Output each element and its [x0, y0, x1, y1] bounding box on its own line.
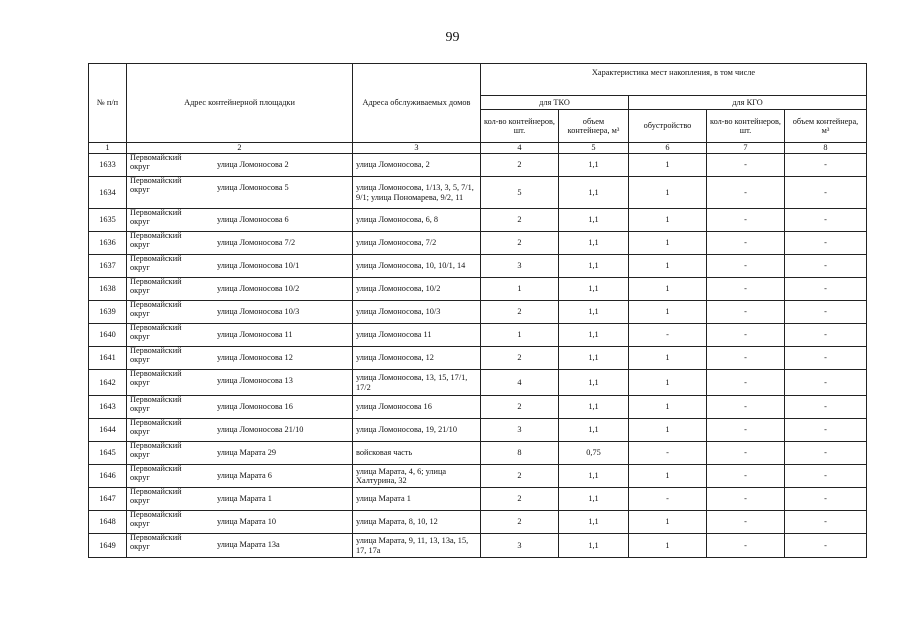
tko-count: 3	[481, 419, 559, 442]
street-address: улица Ломоносова 11	[217, 330, 293, 340]
street-address: улица Марата 13а	[217, 540, 280, 550]
street-address: улица Ломоносова 13	[217, 376, 293, 386]
served-addresses: улица Ломоносова, 2	[353, 154, 481, 177]
address-cell	[127, 324, 353, 347]
table-row	[89, 232, 867, 255]
okrug-name: Первомайский округ	[130, 300, 182, 318]
street-address: улица Марата 29	[217, 448, 277, 458]
street-address: улица Ломоносова 10/2	[217, 284, 300, 294]
address-cell	[127, 465, 353, 488]
address	[130, 255, 349, 277]
table-row	[89, 177, 867, 209]
col-num: 4	[481, 143, 559, 154]
okrug-name: Первомайский округ	[130, 277, 182, 295]
served-addresses: улица Ломоносова, 12	[353, 347, 481, 370]
okrug-name: Первомайский округ	[130, 176, 182, 194]
kgo-volume: -	[785, 511, 867, 534]
tko-volume: 1,1	[559, 177, 629, 209]
tko-count: 2	[481, 154, 559, 177]
address-cell	[127, 301, 353, 324]
table-row	[89, 255, 867, 278]
kgo-arrangement: 1	[629, 347, 707, 370]
kgo-arrangement: 1	[629, 465, 707, 488]
header-kgo: для КГО	[629, 96, 867, 110]
kgo-count: -	[707, 209, 785, 232]
tko-count: 2	[481, 232, 559, 255]
tko-volume: 1,1	[559, 465, 629, 488]
header-tko-volume: объем контейнера, м³	[559, 110, 629, 143]
served-addresses: улица Ломоносова, 10, 10/1, 14	[353, 255, 481, 278]
address	[130, 511, 349, 533]
tko-volume: 1,1	[559, 209, 629, 232]
address	[130, 177, 349, 199]
kgo-arrangement: 1	[629, 534, 707, 558]
kgo-volume: -	[785, 488, 867, 511]
address-cell	[127, 154, 353, 177]
row-number: 1635	[89, 209, 127, 232]
col-num: 1	[89, 143, 127, 154]
address-cell	[127, 488, 353, 511]
kgo-arrangement: 1	[629, 370, 707, 396]
column-numbers-row	[89, 143, 867, 154]
okrug-name: Первомайский округ	[130, 323, 182, 341]
table-row	[89, 278, 867, 301]
header-served: Адреса обслуживаемых домов	[353, 64, 481, 143]
served-addresses: улица Марата 1	[353, 488, 481, 511]
address	[130, 465, 349, 487]
row-number: 1647	[89, 488, 127, 511]
okrug-name: Первомайский округ	[130, 510, 182, 528]
street-address: улица Ломоносова 7/2	[217, 238, 296, 248]
tko-volume: 1,1	[559, 511, 629, 534]
address	[130, 301, 349, 323]
served-addresses: улица Ломоносова, 13, 15, 17/1, 17/2	[353, 370, 481, 396]
header-tko-count: кол-во контейнеров, шт.	[481, 110, 559, 143]
kgo-count: -	[707, 177, 785, 209]
served-addresses: улица Марата, 8, 10, 12	[353, 511, 481, 534]
address-cell	[127, 370, 353, 396]
kgo-arrangement: -	[629, 488, 707, 511]
kgo-volume: -	[785, 347, 867, 370]
row-number: 1642	[89, 370, 127, 396]
row-number: 1639	[89, 301, 127, 324]
address-cell	[127, 419, 353, 442]
address	[130, 370, 349, 392]
okrug-name: Первомайский округ	[130, 153, 182, 171]
served-addresses: улица Ломоносова, 7/2	[353, 232, 481, 255]
address	[130, 347, 349, 369]
kgo-arrangement: 1	[629, 177, 707, 209]
okrug-name: Первомайский округ	[130, 346, 182, 364]
row-number: 1640	[89, 324, 127, 347]
tko-volume: 0,75	[559, 442, 629, 465]
street-address: улица Ломоносова 10/1	[217, 261, 300, 271]
kgo-arrangement: 1	[629, 396, 707, 419]
address	[130, 534, 349, 556]
kgo-volume: -	[785, 177, 867, 209]
tko-count: 2	[481, 396, 559, 419]
table-row	[89, 534, 867, 558]
okrug-name: Первомайский округ	[130, 231, 182, 249]
kgo-count: -	[707, 301, 785, 324]
tko-count: 2	[481, 511, 559, 534]
served-addresses: улица Ломоносова 16	[353, 396, 481, 419]
row-number: 1645	[89, 442, 127, 465]
tko-volume: 1,1	[559, 347, 629, 370]
table-row	[89, 370, 867, 396]
kgo-count: -	[707, 255, 785, 278]
table-row	[89, 154, 867, 177]
header-address: Адрес контейнерной площадки	[127, 64, 353, 143]
address	[130, 419, 349, 441]
address	[130, 488, 349, 510]
kgo-volume: -	[785, 278, 867, 301]
kgo-volume: -	[785, 209, 867, 232]
kgo-count: -	[707, 370, 785, 396]
address-cell	[127, 209, 353, 232]
okrug-name: Первомайский округ	[130, 418, 182, 436]
row-number: 1633	[89, 154, 127, 177]
col-num: 6	[629, 143, 707, 154]
tko-count: 1	[481, 278, 559, 301]
tko-count: 2	[481, 488, 559, 511]
address-cell	[127, 534, 353, 558]
col-num: 5	[559, 143, 629, 154]
header-tko: для ТКО	[481, 96, 629, 110]
table-row	[89, 209, 867, 232]
okrug-name: Первомайский округ	[130, 487, 182, 505]
served-addresses: улица Ломоносова, 10/3	[353, 301, 481, 324]
served-addresses: войсковая часть	[353, 442, 481, 465]
served-addresses: улица Ломоносова, 10/2	[353, 278, 481, 301]
okrug-name: Первомайский округ	[130, 441, 182, 459]
kgo-count: -	[707, 419, 785, 442]
header-kgo-arrangement: обустройство	[629, 110, 707, 143]
kgo-count: -	[707, 347, 785, 370]
address	[130, 442, 349, 464]
kgo-volume: -	[785, 396, 867, 419]
header-kgo-count: кол-во контейнеров, шт.	[707, 110, 785, 143]
col-num: 7	[707, 143, 785, 154]
street-address: улица Ломоносова 21/10	[217, 425, 304, 435]
table-row	[89, 511, 867, 534]
tko-count: 4	[481, 370, 559, 396]
okrug-name: Первомайский округ	[130, 254, 182, 272]
kgo-count: -	[707, 488, 785, 511]
address-cell	[127, 511, 353, 534]
served-addresses: улица Ломоносова, 6, 8	[353, 209, 481, 232]
tko-volume: 1,1	[559, 488, 629, 511]
okrug-name: Первомайский округ	[130, 395, 182, 413]
address-cell	[127, 177, 353, 209]
street-address: улица Ломоносова 2	[217, 160, 289, 170]
okrug-name: Первомайский округ	[130, 533, 182, 551]
kgo-count: -	[707, 442, 785, 465]
street-address: улица Ломоносова 16	[217, 402, 293, 412]
tko-count: 1	[481, 324, 559, 347]
kgo-arrangement: -	[629, 442, 707, 465]
address	[130, 396, 349, 418]
tko-count: 5	[481, 177, 559, 209]
tko-count: 2	[481, 209, 559, 232]
kgo-arrangement: 1	[629, 419, 707, 442]
tko-volume: 1,1	[559, 278, 629, 301]
street-address: улица Марата 6	[217, 471, 272, 481]
header-characteristics: Характеристика мест накопления, в том числе	[481, 64, 867, 96]
kgo-arrangement: 1	[629, 255, 707, 278]
kgo-count: -	[707, 324, 785, 347]
row-number: 1649	[89, 534, 127, 558]
kgo-volume: -	[785, 301, 867, 324]
tko-volume: 1,1	[559, 419, 629, 442]
table-row	[89, 324, 867, 347]
kgo-volume: -	[785, 154, 867, 177]
address	[130, 232, 349, 254]
table-row	[89, 396, 867, 419]
street-address: улица Марата 10	[217, 517, 277, 527]
row-number: 1643	[89, 396, 127, 419]
address-cell	[127, 232, 353, 255]
served-addresses: улица Марата, 4, 6; улица Халтурина, 32	[353, 465, 481, 488]
kgo-arrangement: 1	[629, 232, 707, 255]
kgo-volume: -	[785, 324, 867, 347]
tko-volume: 1,1	[559, 301, 629, 324]
served-addresses: улица Марата, 9, 11, 13, 13а, 15, 17, 17а	[353, 534, 481, 558]
served-addresses: улица Ломоносова 11	[353, 324, 481, 347]
tko-count: 2	[481, 301, 559, 324]
address	[130, 278, 349, 300]
row-number: 1646	[89, 465, 127, 488]
page-number: 99	[445, 30, 460, 45]
row-number: 1634	[89, 177, 127, 209]
served-addresses: улица Ломоносова, 19, 21/10	[353, 419, 481, 442]
row-number: 1637	[89, 255, 127, 278]
table-row	[89, 465, 867, 488]
kgo-volume: -	[785, 442, 867, 465]
tko-count: 8	[481, 442, 559, 465]
tko-volume: 1,1	[559, 396, 629, 419]
kgo-volume: -	[785, 534, 867, 558]
tko-count: 2	[481, 465, 559, 488]
kgo-volume: -	[785, 255, 867, 278]
row-number: 1644	[89, 419, 127, 442]
address-cell	[127, 396, 353, 419]
table-row	[89, 442, 867, 465]
tko-volume: 1,1	[559, 370, 629, 396]
row-number: 1648	[89, 511, 127, 534]
address-cell	[127, 442, 353, 465]
tko-volume: 1,1	[559, 232, 629, 255]
tko-volume: 1,1	[559, 534, 629, 558]
kgo-arrangement: 1	[629, 511, 707, 534]
col-num: 2	[127, 143, 353, 154]
row-number: 1638	[89, 278, 127, 301]
kgo-volume: -	[785, 465, 867, 488]
address	[130, 209, 349, 231]
okrug-name: Первомайский округ	[130, 464, 182, 482]
kgo-volume: -	[785, 370, 867, 396]
kgo-volume: -	[785, 232, 867, 255]
kgo-volume: -	[785, 419, 867, 442]
address	[130, 324, 349, 346]
kgo-count: -	[707, 465, 785, 488]
table-row	[89, 301, 867, 324]
col-num: 3	[353, 143, 481, 154]
header-num: № п/п	[89, 64, 127, 143]
kgo-count: -	[707, 232, 785, 255]
col-num: 8	[785, 143, 867, 154]
kgo-count: -	[707, 511, 785, 534]
kgo-arrangement: 1	[629, 154, 707, 177]
table-row	[89, 488, 867, 511]
tko-volume: 1,1	[559, 324, 629, 347]
kgo-count: -	[707, 154, 785, 177]
okrug-name: Первомайский округ	[130, 208, 182, 226]
row-number: 1641	[89, 347, 127, 370]
kgo-arrangement: 1	[629, 278, 707, 301]
table-row	[89, 347, 867, 370]
tko-count: 3	[481, 255, 559, 278]
kgo-count: -	[707, 396, 785, 419]
street-address: улица Ломоносова 10/3	[217, 307, 300, 317]
header-kgo-volume: объем контейнера, м³	[785, 110, 867, 143]
address-cell	[127, 278, 353, 301]
street-address: улица Марата 1	[217, 494, 272, 504]
kgo-arrangement: 1	[629, 301, 707, 324]
containers-table	[88, 63, 867, 558]
tko-count: 2	[481, 347, 559, 370]
kgo-arrangement: -	[629, 324, 707, 347]
okrug-name: Первомайский округ	[130, 369, 182, 387]
address-cell	[127, 255, 353, 278]
row-number: 1636	[89, 232, 127, 255]
tko-volume: 1,1	[559, 154, 629, 177]
kgo-arrangement: 1	[629, 209, 707, 232]
address	[130, 154, 349, 176]
served-addresses: улица Ломоносова, 1/13, 3, 5, 7/1, 9/1; улица Пономарева, 9/2, 11	[353, 177, 481, 209]
table-row	[89, 419, 867, 442]
street-address: улица Ломоносова 6	[217, 215, 289, 225]
address-cell	[127, 347, 353, 370]
kgo-count: -	[707, 278, 785, 301]
street-address: улица Ломоносова 12	[217, 353, 293, 363]
street-address: улица Ломоносова 5	[217, 183, 289, 193]
tko-count: 3	[481, 534, 559, 558]
kgo-count: -	[707, 534, 785, 558]
tko-volume: 1,1	[559, 255, 629, 278]
